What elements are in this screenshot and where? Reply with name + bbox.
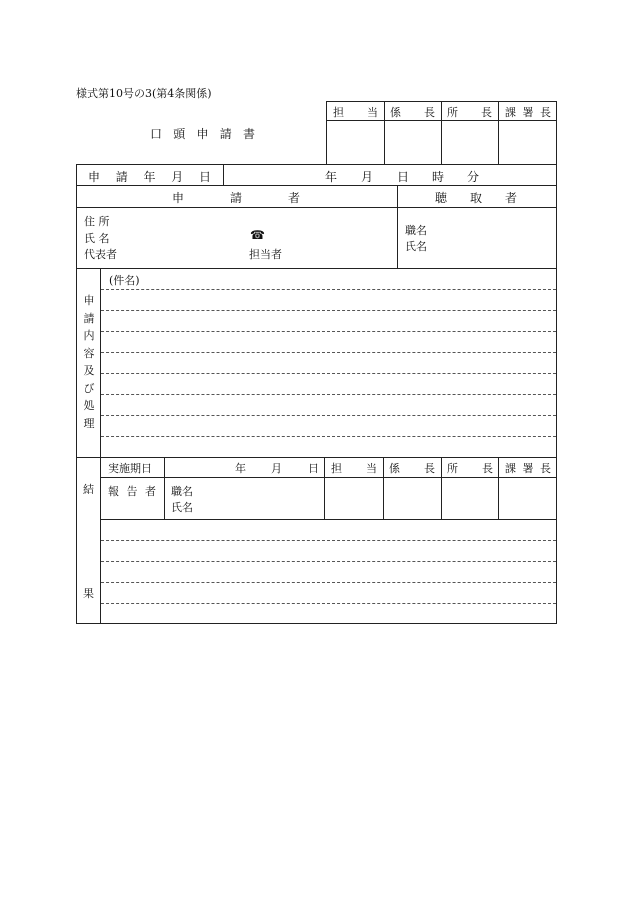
- time-hour-unit: 時: [432, 170, 445, 184]
- approval-label-char: 所: [447, 462, 458, 475]
- approval-label-char: 長: [424, 106, 435, 119]
- reporter-name-label: 氏名: [171, 501, 193, 514]
- label-char: 申: [83, 294, 95, 307]
- content-label: [80, 292, 98, 432]
- result-label-top: 結: [83, 483, 94, 496]
- label-char: 年: [143, 170, 156, 184]
- approval-label-char: 署: [522, 462, 534, 475]
- approval-bottom-shocho: [447, 460, 493, 476]
- approval-label-char: 係: [389, 462, 400, 475]
- approval-bottom-kakaricho: [389, 460, 435, 476]
- approval-label-char: 署: [522, 106, 534, 119]
- reporter-label: [108, 483, 156, 499]
- label-char: 請: [83, 311, 95, 325]
- approval-label-char: 所: [447, 106, 458, 119]
- time-minute-unit: 分: [467, 170, 480, 184]
- contact-person-label: 担当者: [249, 248, 282, 261]
- approval-label-char: 当: [367, 106, 378, 119]
- header-char: 者: [287, 191, 300, 205]
- label-char: 申: [88, 170, 101, 184]
- approval-bottom-kashocho: [505, 460, 551, 476]
- label-char: 処: [83, 399, 95, 412]
- label-char: 告: [126, 485, 138, 498]
- label-char: 月: [171, 170, 184, 184]
- application-date-label: [88, 168, 211, 185]
- impl-day-unit: 日: [308, 462, 319, 475]
- form-title: [150, 125, 255, 142]
- title-char: 口: [150, 127, 163, 141]
- date-day-unit: 日: [397, 170, 410, 184]
- title-char: 頭: [173, 127, 186, 141]
- approval-label-char: 担: [333, 106, 344, 119]
- date-year-unit: 年: [325, 170, 338, 184]
- approval-top-kashocho: [505, 104, 551, 120]
- approval-bottom-tanto: [331, 460, 377, 476]
- listener-header: [435, 189, 517, 206]
- listener-position-label: 職名: [405, 224, 427, 237]
- impl-year-unit: 年: [235, 462, 246, 475]
- applicant-header: [172, 189, 300, 206]
- label-char: 報: [108, 485, 119, 498]
- label-char: 理: [83, 416, 95, 430]
- label-char: 者: [145, 485, 156, 498]
- label-char: 内: [83, 329, 95, 342]
- header-char: 申: [172, 191, 185, 205]
- approval-label-char: 担: [331, 462, 342, 475]
- approval-label-char: 当: [366, 462, 377, 475]
- approval-label-char: 長: [482, 462, 493, 475]
- representative-label: 代表者: [84, 248, 117, 261]
- approval-label-char: 課: [505, 106, 516, 119]
- title-char: 書: [242, 127, 255, 141]
- approval-label-char: 長: [424, 462, 435, 475]
- approval-top-tanto: [333, 104, 378, 120]
- name-label: 氏 名: [84, 232, 110, 245]
- label-char: 請: [115, 170, 128, 184]
- approval-label-char: 長: [540, 106, 551, 119]
- approval-top-shocho: [447, 104, 492, 120]
- approval-top-kakaricho: [390, 104, 435, 120]
- title-char: 請: [219, 127, 232, 141]
- label-char: び: [83, 381, 95, 395]
- impl-month-unit: 月: [271, 462, 282, 475]
- approval-label-char: 課: [505, 462, 516, 475]
- label-char: 容: [83, 346, 95, 360]
- header-char: 聴: [435, 191, 448, 205]
- reporter-position-label: 職名: [171, 485, 193, 498]
- address-label: 住 所: [84, 215, 110, 228]
- header-char: 取: [469, 191, 482, 205]
- approval-label-char: 長: [481, 106, 492, 119]
- title-char: 申: [196, 127, 209, 141]
- subject-label: (件名): [109, 274, 140, 287]
- label-char: 日: [198, 170, 211, 184]
- phone-icon: ☎: [250, 228, 265, 242]
- header-char: 者: [504, 191, 517, 205]
- form-number: 様式第10号の3(第4条関係): [76, 87, 212, 100]
- listener-name-label: 氏名: [405, 240, 427, 253]
- header-char: 請: [229, 191, 242, 205]
- label-char: 及: [83, 364, 95, 377]
- approval-label-char: 係: [390, 106, 401, 119]
- approval-label-char: 長: [540, 462, 551, 475]
- date-month-unit: 月: [361, 170, 374, 184]
- implementation-date-label: 実施期日: [108, 462, 152, 475]
- result-label-bottom: 果: [83, 587, 94, 600]
